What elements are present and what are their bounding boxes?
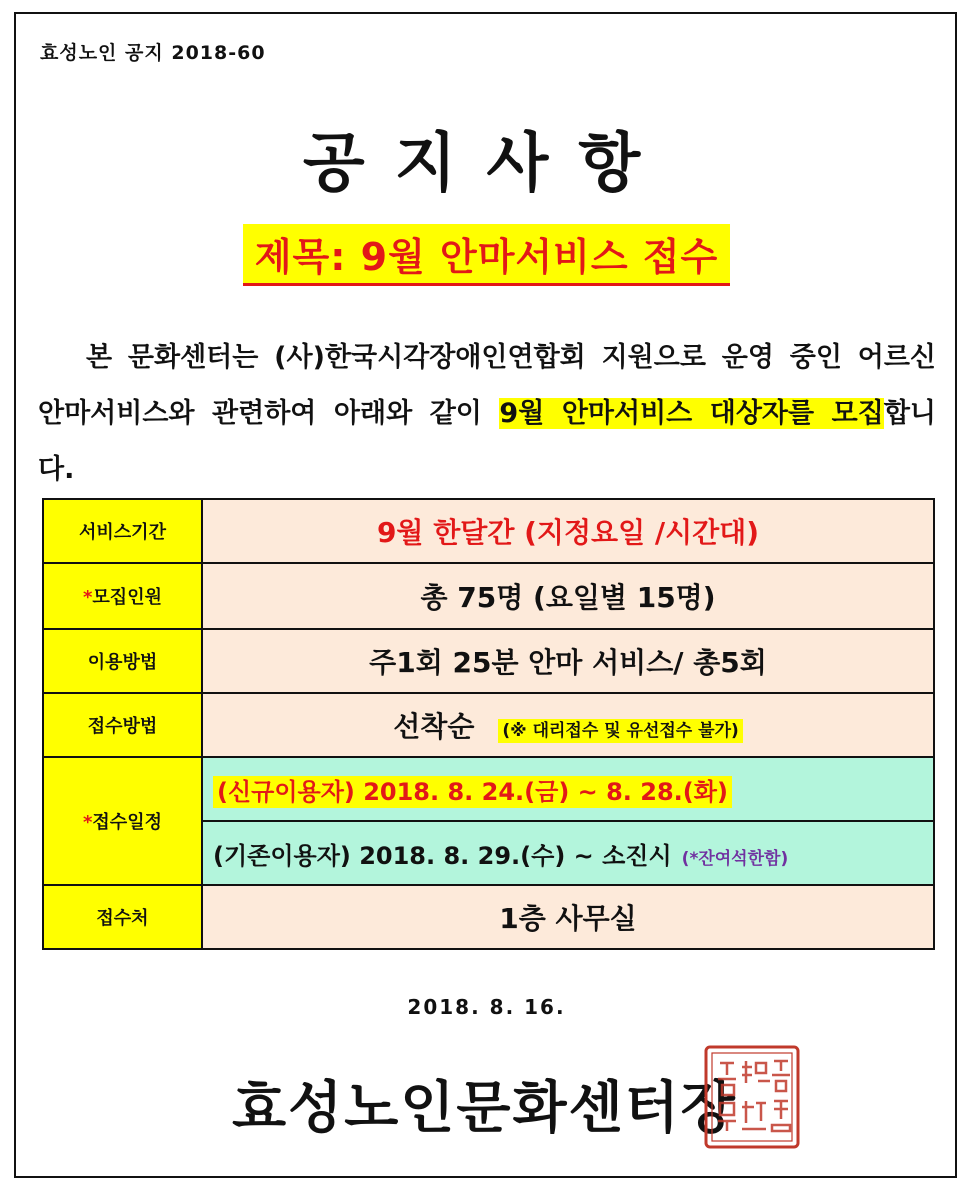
body-paragraph [38,330,936,498]
value-recruit: 총 75명 (요일별 15명) [202,563,934,629]
value-location: 1층 사무실 [202,885,934,949]
table-row-method [43,693,934,757]
schedule-existing-note: (*잔여석한함) [681,848,789,869]
subject-text: 제목: 9월 안마서비스 접수 [243,224,730,286]
value-method [202,693,934,757]
organization-name: 효성노인문화센터장 [232,1076,737,1141]
body-text-part2: 합니다. [38,398,936,485]
star-mark: * [83,587,93,608]
table-row-usage [43,629,934,693]
value-schedule-new [202,757,934,821]
schedule-new-users: (신규이용자) 2018. 8. 24.(금) ~ 8. 28.(화) [213,776,732,808]
body-highlight: 9월 안마서비스 대상자를 모집 [499,398,884,429]
label-recruit-text: 모집인원 [92,587,162,608]
table-row-schedule-new [43,757,934,821]
body-text-part1: 본 문화센터는 (사)한국시각장애인연합회 지원으로 운영 중인 어르신 안마서비스와 관련하여 아래와 같이 [38,342,936,429]
method-note: (※ 대리접수 및 유선접수 불가) [498,719,742,743]
table-row-recruit [43,563,934,629]
notice-number: 효성노인 공지 2018-60 [40,42,266,64]
label-location: 접수처 [43,885,202,949]
table-row-service-period [43,499,934,563]
label-usage: 이용방법 [43,629,202,693]
method-text: 선착순 [393,710,475,743]
label-schedule [43,757,202,885]
subject-line [0,224,973,286]
main-title: 공지사항 [302,127,671,201]
value-usage: 주1회 25분 안마 서비스/ 총5회 [202,629,934,693]
info-table [42,498,935,950]
issue-date: 2018. 8. 16. [407,995,566,1019]
star-mark: * [83,812,93,833]
red-seal-stamp-icon [702,1043,802,1151]
label-schedule-text: 접수일정 [92,812,162,833]
schedule-existing-users: (기존이용자) 2018. 8. 29.(수) ~ 소진시 [213,841,672,870]
label-method: 접수방법 [43,693,202,757]
label-recruit [43,563,202,629]
table-row-location [43,885,934,949]
value-schedule-existing [202,821,934,885]
label-service-period: 서비스기간 [43,499,202,563]
value-service-period: 9월 한달간 (지정요일 /시간대) [202,499,934,563]
